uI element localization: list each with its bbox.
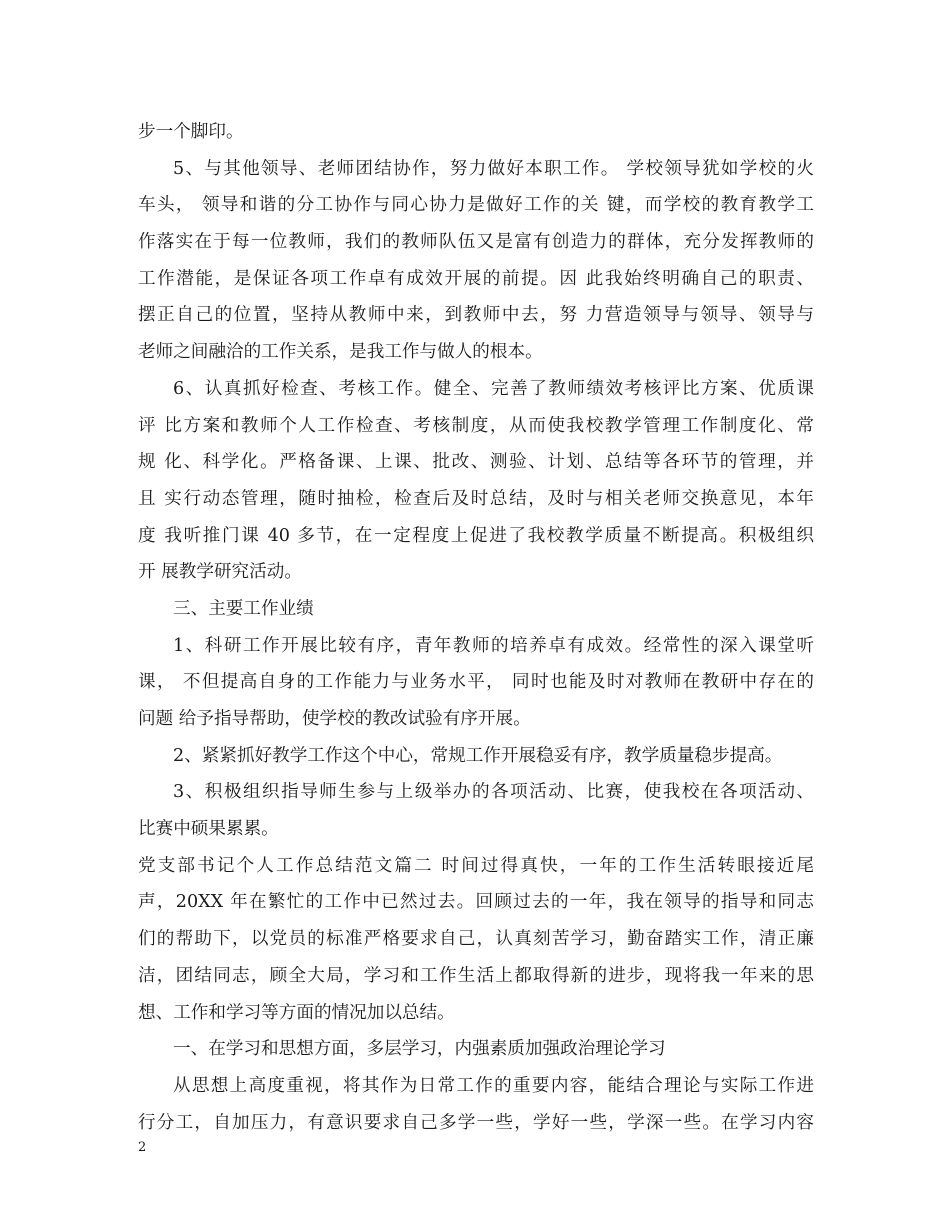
text-line: 声，20XX 年在繁忙的工作中已然过去。回顾过去的一年，我在领导的指导和同志 xyxy=(138,892,814,913)
text-line: 车头， 领导和谐的分工协作与同心协力是做好工作的关 键，而学校的教育教学工 xyxy=(138,195,814,216)
text-line: 课， 不但提高自身的工作能力与业务水平， 同时也能及时对教师在教研中存在的 xyxy=(138,672,814,693)
text-line: 开 展教学研究活动。 xyxy=(138,562,302,583)
section-heading: 一、在学习和思想方面，多层学习，内强素质加强政治理论学习 xyxy=(173,1039,666,1060)
text-line: 评 比方案和教师个人工作检查、考核制度，从而使我校教学管理工作制度化、常 xyxy=(138,415,814,436)
text-line: 3、积极组织指导师生参与上级举办的各项活动、比赛，使我校在各项活动、 xyxy=(173,782,814,803)
text-line: 作落实在于每一位教师，我们的教师队伍又是富有创造力的群体，充分发挥教师的 xyxy=(138,232,814,253)
text-line: 洁，团结同志，顾全大局，学习和工作生活上都取得新的进步，现将我一年来的思 xyxy=(138,965,814,986)
text-line: 党支部书记个人工作总结范文篇二 时间过得真快，一年的工作生活转眼接近尾 xyxy=(138,855,814,876)
text-line: 且 实行动态管理，随时抽检，检查后及时总结，及时与相关老师交换意见，本年 xyxy=(138,488,814,509)
text-line: 度 我听推门课 40 多节，在一定程度上促进了我校教学质量不断提高。积极组织 xyxy=(138,525,814,546)
text-line: 行分工，自加压力，有意识要求自己多学一些，学好一些，学深一些。在学习内容 xyxy=(138,1112,814,1133)
text-line: 比赛中硕果累累。 xyxy=(138,819,279,840)
text-line: 老师之间融洽的工作关系，是我工作与做人的根本。 xyxy=(138,342,543,363)
text-line: 摆正自己的位置，坚持从教师中来，到教师中去，努 力营造领导与领导、领导与 xyxy=(138,305,814,326)
text-line: 规 化、科学化。严格备课、上课、批改、测验、计划、总结等各环节的管理，并 xyxy=(138,452,814,473)
text-line: 2、紧紧抓好教学工作这个中心，常规工作开展稳妥有序，教学质量稳步提高。 xyxy=(173,745,783,766)
text-line: 们的帮助下，以党员的标准严格要求自己，认真刻苦学习，勤奋踏实工作，清正廉 xyxy=(138,929,814,950)
text-line: 想、工作和学习等方面的情况加以总结。 xyxy=(138,1002,455,1023)
text-line: 从思想上高度重视，将其作为日常工作的重要内容，能结合理论与实际工作进 xyxy=(173,1075,814,1096)
page-number: 2 xyxy=(138,1140,147,1155)
document-body xyxy=(138,114,814,1141)
text-line: 步一个脚印。 xyxy=(138,122,244,142)
text-line: 1、科研工作开展比较有序，青年教师的培养卓有成效。经常性的深入课堂听 xyxy=(173,635,814,656)
text-line: 5、与其他领导、老师团结协作，努力做好本职工作。 学校领导犹如学校的火 xyxy=(173,158,814,179)
text-line: 6、认真抓好检查、考核工作。健全、完善了教师绩效考核评比方案、优质课 xyxy=(173,378,814,399)
text-line: 工作潜能，是保证各项工作卓有成效开展的前提。因 此我始终明确自己的职责、 xyxy=(138,268,814,289)
section-heading: 三、主要工作业绩 xyxy=(173,598,314,619)
text-line: 问题 给予指导帮助，使学校的教改试验有序开展。 xyxy=(138,709,531,729)
